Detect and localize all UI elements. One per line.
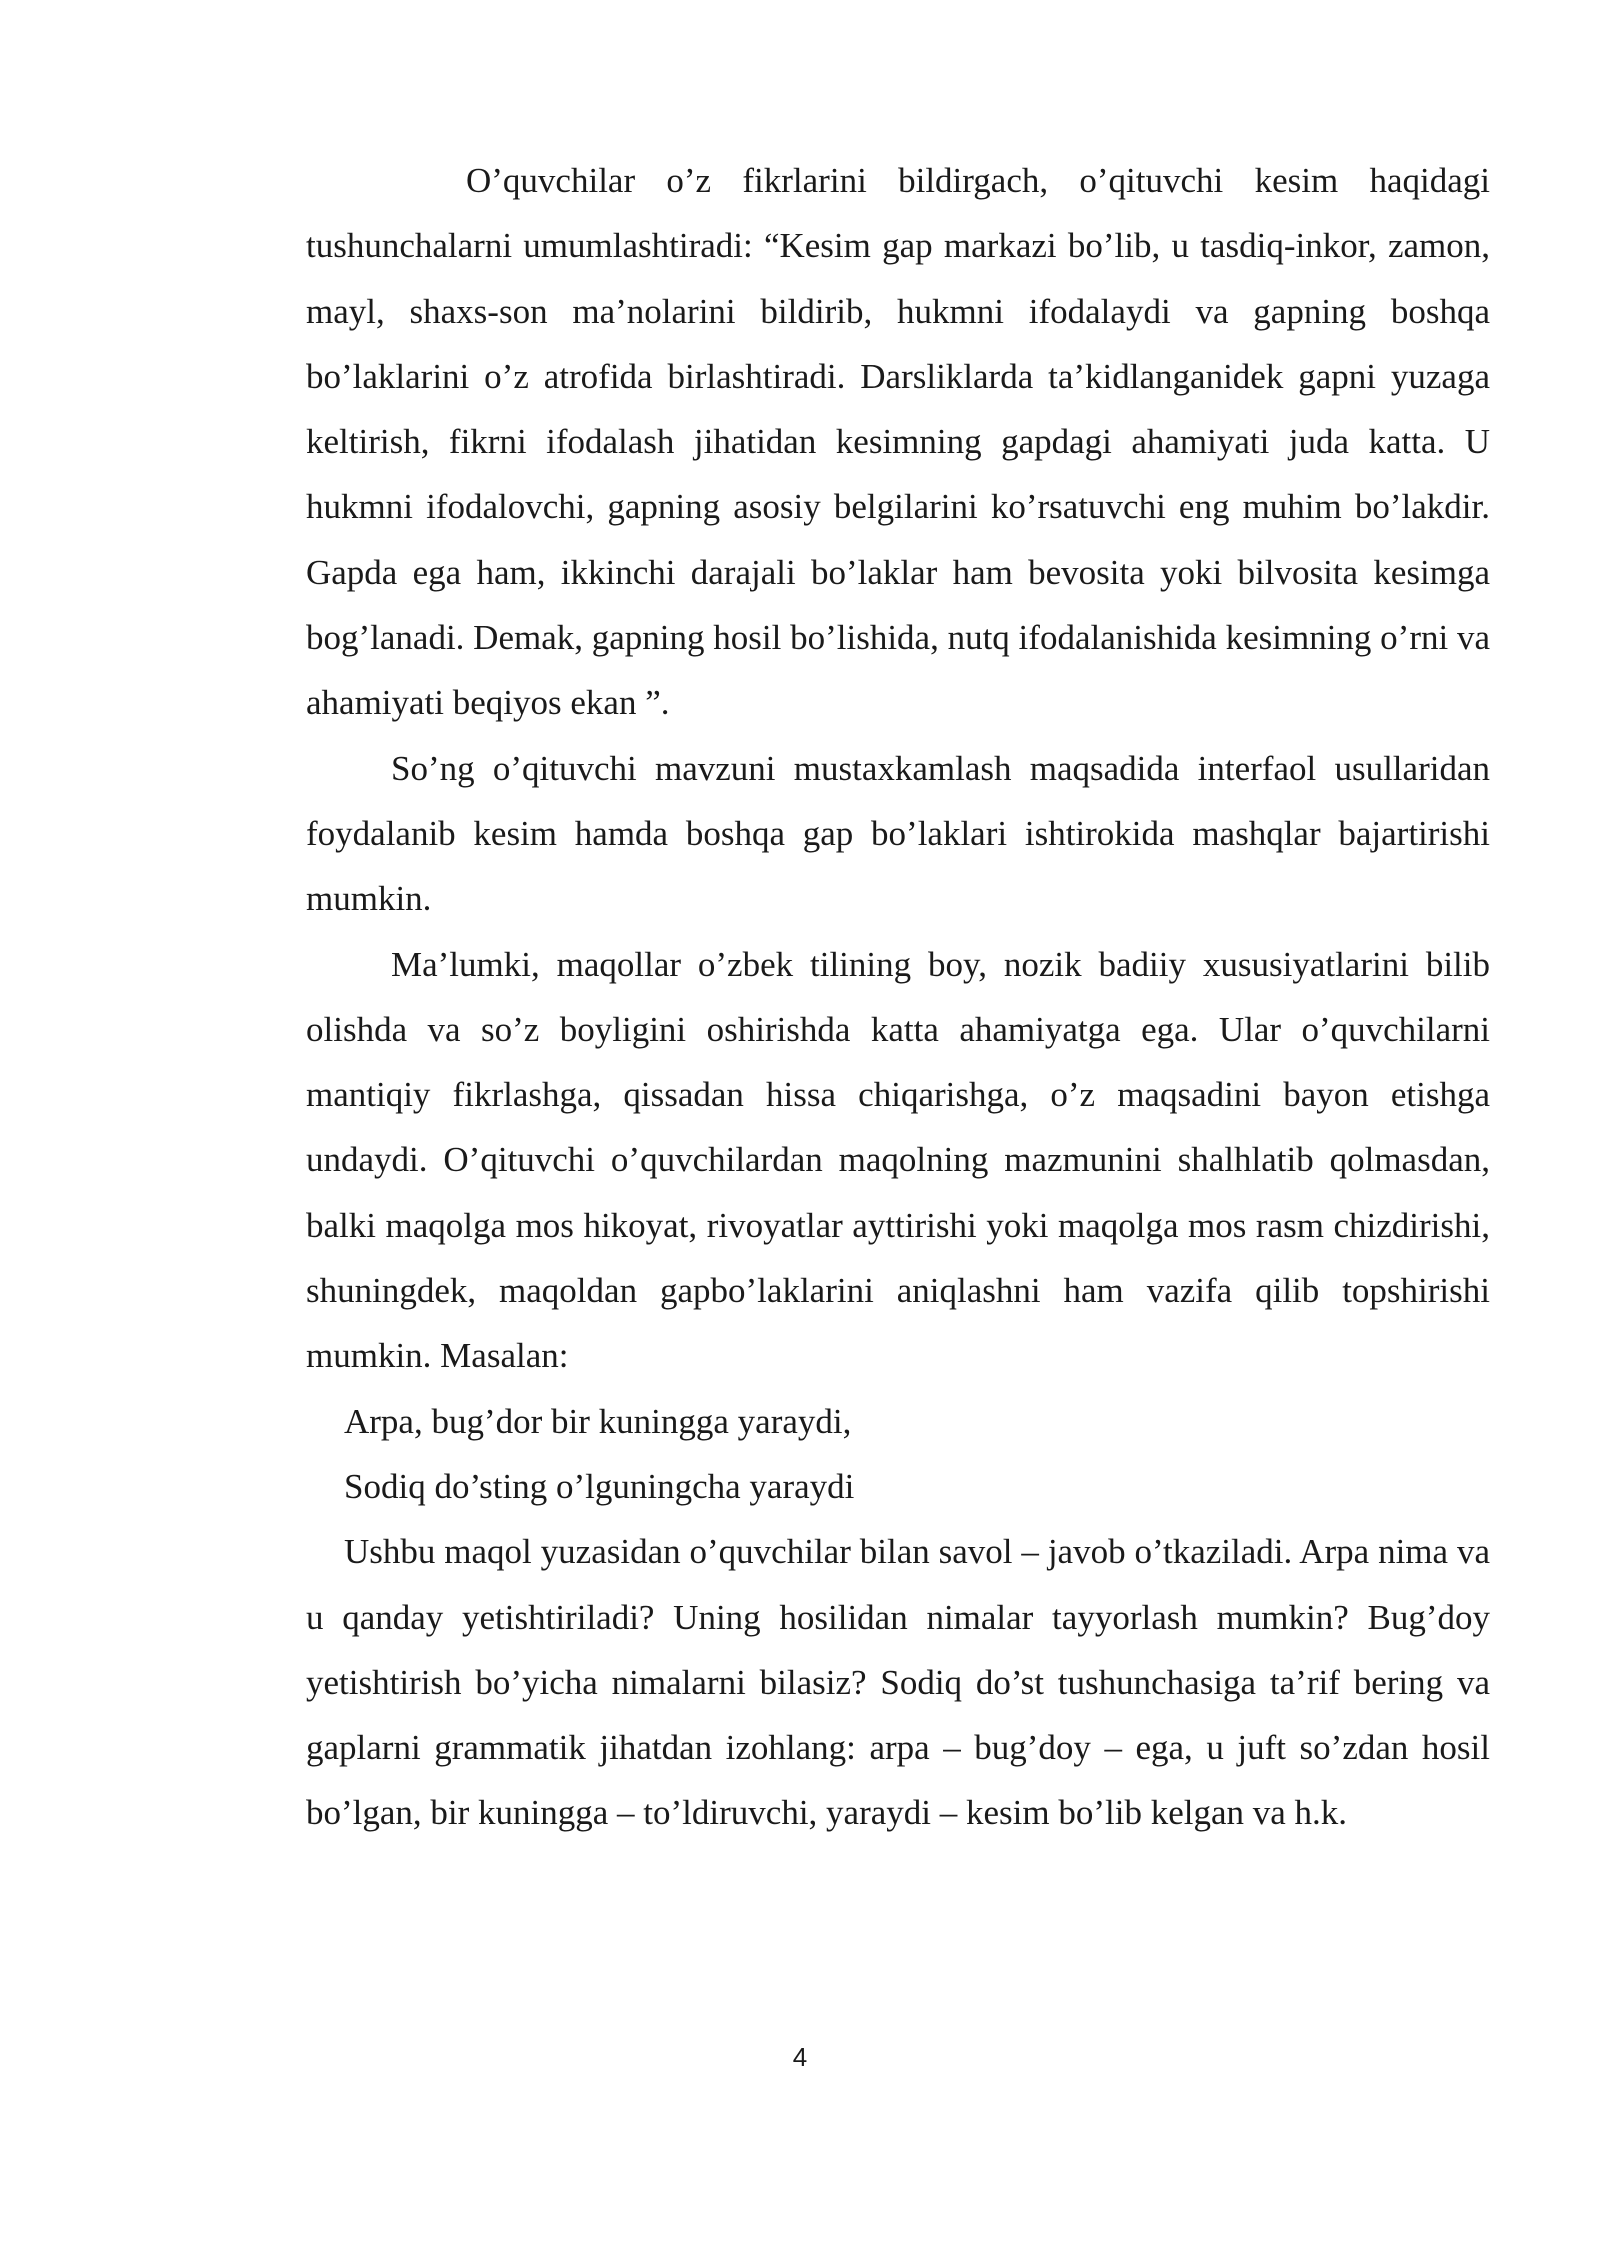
proverb-line-1: Arpa, bug’dor bir kuningga yaraydi, bbox=[344, 1401, 852, 1441]
paragraph-kesim-summary: O’quvchilar o’z fikrlarini bildirgach, o’qituvchi kesim haqidagi tushunchalarni umumlashtiradi: “Kesim gap markazi bo’lib, u tasdiq-inkor, zamon, mayl, shaxs-son ma’nolarini bildirib, hukmni ifodalaydi va gapning boshqa bo’laklarini o’z atrofida birlashtiradi. Darsliklarda ta’kidlanganidek gapni yuzaga keltirish, fikrni ifodalash jihatidan kesimning gapdagi ahamiyati juda katta. U hukmni ifodalovchi, gapning asosiy belgilarini ko’rsatuvchi eng muhim bo’lakdir. Gapda ega ham, ikkinchi darajali bo’laklar ham bevosita yoki bilvosita kesimga bog’lanadi. Demak, gapning hosil bo’lishida, nutq ifodalanishida kesimning o’rni va ahamiyati beqiyos ekan ”. bbox=[306, 161, 1490, 723]
paragraph-proverbs: Ma’lumki, maqollar o’zbek tilining boy, nozik badiiy xususiyatlarini bilib olishda va so’z boyligini oshirishda katta ahamiyatga ega. Ular o’quvchilarni mantiqiy fikrlashga, qissadan hissa chiqarishga, o’z maqsadini bayon etishga undaydi. O’qituvchi o’quvchilardan maqolning mazmunini shalhlatib qolmasdan, balki maqolga mos hikoyat, rivoyatlar ayttirishi yoki maqolga mos rasm chizdirishi, shuningdek, maqoldan gapbo’laklarini aniqlashni ham vazifa qilib topshirishi mumkin. Masalan: bbox=[306, 944, 1490, 1376]
paragraph-consolidation: So’ng o’qituvchi mavzuni mustaxkamlash maqsadida interfaol usullaridan foydalanib kesim hamda boshqa gap bo’laklari ishtirokida mashqlar bajartirishi mumkin. bbox=[306, 748, 1490, 919]
proverb-line-2: Sodiq do’sting o’lguningcha yaraydi bbox=[344, 1466, 855, 1506]
paragraph-questions: Ushbu maqol yuzasidan o’quvchilar bilan savol – javob o’tkaziladi. Arpa nima va u qanday yetishtiriladi? Uning hosilidan nimalar tayyorlash mumkin? Bug’doy yetishtirish bo’yicha nimalarni bilasiz? Sodiq do’st tushunchasiga ta’rif bering va gaplarni grammatik jihatdan izohlang: arpa – bug’doy – ega, u juft so’zdan hosil bo’lgan, bir kuningga – to’ldiruvchi, yaraydi – kesim bo’lib kelgan va h.k. bbox=[306, 1532, 1490, 1833]
page-number: 4 bbox=[792, 2042, 808, 2072]
page-body bbox=[306, 148, 1490, 1846]
